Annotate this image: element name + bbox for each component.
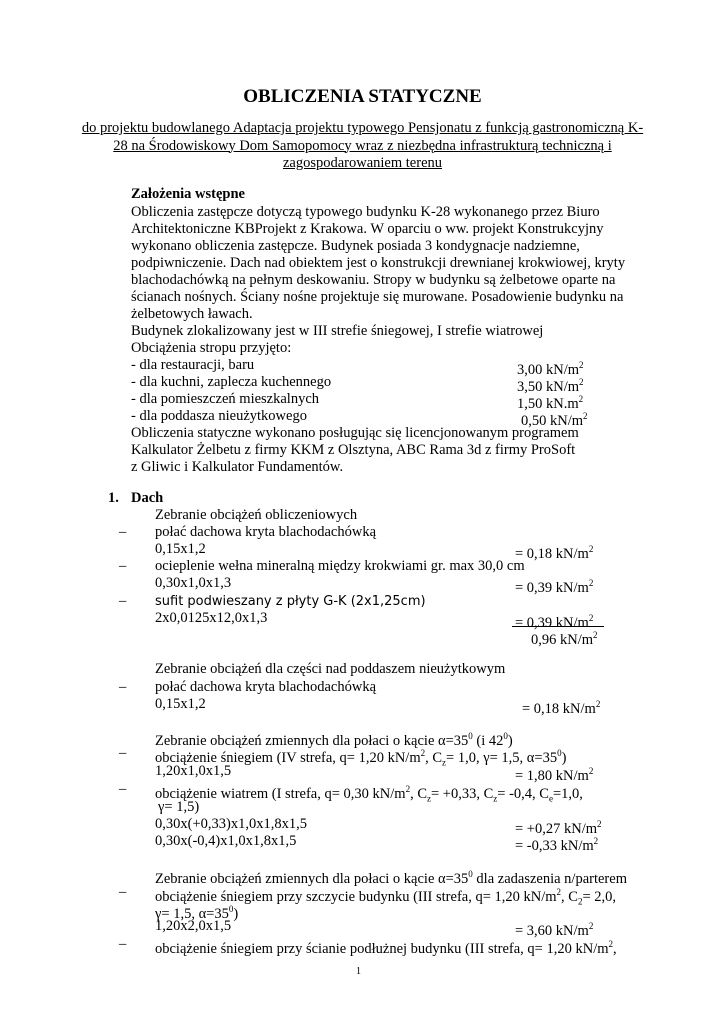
list-dash: – [119,593,127,609]
intro-line: Architektoniczne KBProjekt z Krakowa. W oparciu o ww. projekt Konstrukcyjny [131,221,604,237]
list-dash: – [119,679,127,695]
load-item-label: połać dachowa kryta blachodachówką [155,524,377,540]
load-item-result: = 0,39 $kN/m^2$ [515,613,594,631]
snow-load-label: obciążenie śniegiem przy szczycie budynku (III strefa, q= 1,20 $kN/m^2$, $C_2= 2,0$, [155,887,617,907]
load-item-label: połać dachowa kryta blachodachówką [155,679,377,695]
intro-closing-line: z Gliwic i Kalkulator Fundamentów. [131,459,344,475]
load-item-calc: 0,30x(+0,33)x1,0x1,8x1,5 [155,816,307,832]
intro-line: ścianach nośnych. Ściany nośne projektuje się murowane. Posadowienie budynku na [131,289,624,305]
wind-load-gamma: γ= 1,5) [158,799,200,815]
snow-load-label: obciążenie śniegiem przy ścianie podłużnej budynku (III strefa, q= 1,20 $kN/m^2$, [155,939,617,957]
load-value: 0,50 $kN/m^2$ [521,411,588,429]
intro-line: blachodachówką na pełnym deskowaniu. Stropy w budynku są żelbetowe oparte na [131,272,616,288]
load-item-calc: 0,30x1,0x1,3 [155,575,232,591]
snow-load-label: obciążenie śniegiem (IV strefa, q= 1,20 $kN/m^2$, $C_z= 1,0$, γ= 1,5, $\alpha=35^0$) [155,748,567,768]
load-label: - dla poddasza nieużytkowego [131,408,307,424]
document-subtitle: do projektu budowlanego Adaptacja projektu typowego Pensjonatu z funkcją gastronomiczną K-28 na Środowiskowy Dom Samopomocy wraz z niezbędna infrastrukturą techniczną i zagospodarowaniem terenu [81,120,644,171]
page-number: 1 [356,966,361,977]
intro-closing-line: Kalkulator Żelbetu z firmy KKM z Olsztyna, ABC Rama 3d z firmy ProSoft [131,442,576,458]
load-item-result: = -0,33 $kN/m^2$ [515,836,599,854]
intro-line: Budynek zlokalizowany jest w III strefie śniegowej, I strefie wiatrowej [131,323,544,339]
intro-line: Obciążenia stropu przyjęto: [131,340,292,356]
load-item-calc: 1,20x1,0x1,5 [155,763,232,779]
intro-line: żelbetowych ławach. [131,306,253,322]
load-label: - dla kuchni, zaplecza kuchennego [131,374,332,390]
load-label: - dla restauracji, baru [131,357,255,373]
list-dash: – [119,745,127,761]
list-dash: – [119,884,127,900]
load-item-result: = 3,60 $kN/m^2$ [515,921,594,939]
group-title: Zebranie obciążeń zmiennych dla połaci o kącie $\alpha=35^0$ (i $42^0$) [155,731,513,749]
intro-heading: Założenia wstępne [131,186,245,202]
load-item-label: sufit podwieszany z płyty G-K (2x1,25cm) [155,594,426,609]
group-title: Zebranie obciążeń dla części nad poddaszem nieużytkowym [155,661,506,677]
load-value: 3,50 $kN/m^2$ [517,377,584,395]
intro-line: Obliczenia zastępcze dotyczą typowego budynku K-28 wykonanego przez Biuro [131,204,600,220]
intro-line: wykonano obliczenia zastępcze. Budynek posiada 3 kondygnacje nadziemne, [131,238,580,254]
list-dash: – [119,558,127,574]
load-item-calc: 1,20x2,0x1,5 [155,918,232,934]
load-item-result: = 0,18 $kN/m^2$ [522,699,601,717]
wind-load-label: obciążenie wiatrem (I strefa, q= 0,30 $kN/m^2$, $C_z= +0,33$, $C_z= -0,4$, $C_e=1,0$, [155,784,583,804]
load-item-calc: 2x0,0125x12,0x1,3 [155,610,268,626]
load-item-result: = 1,80 $kN/m^2$ [515,766,594,784]
intro-line: podpiwniczenie. Dach nad obiektem jest o konstrukcji drewnianej krokwiowej, kryty [131,255,626,271]
document-title: OBLICZENIA STATYCZNE [243,86,482,107]
intro-closing-line: Obliczenia statyczne wykonano posługując się licencjonowanym programem [131,425,579,441]
group-title: Zebranie obciążeń zmiennych dla połaci o kącie $\alpha=35^0$ dla zadaszenia n/parterem [155,869,627,887]
load-item-label: ocieplenie wełna mineralną między krokwiami gr. max 30,0 cm [155,558,525,574]
load-item-result: = +0,27 $kN/m^2$ [515,819,602,837]
list-dash: – [119,524,127,540]
list-dash: – [119,781,127,797]
load-label: - dla pomieszczeń mieszkalnych [131,391,320,407]
load-item-result: = 0,39 $kN/m^2$ [515,578,594,596]
list-dash: – [119,936,127,952]
load-item-result: = 0,18 $kN/m^2$ [515,544,594,562]
section-heading: Dach [131,490,164,506]
load-item-calc: 0,15x1,2 [155,696,206,712]
group-sum: 0,96 $kN/m^2$ [531,630,598,648]
load-item-calc: 0,30x(-0,4)x1,0x1,8x1,5 [155,833,297,849]
load-value: 3,00 $kN/m^2$ [517,360,584,378]
load-value: 1,50 $kN.m^2$ [517,394,584,412]
snow-load-params: γ= 1,5, $\alpha=35^0$) [155,904,239,922]
section-number: 1. [108,490,119,506]
group-title: Zebranie obciążeń obliczeniowych [155,507,358,523]
load-item-calc: 0,15x1,2 [155,541,206,557]
